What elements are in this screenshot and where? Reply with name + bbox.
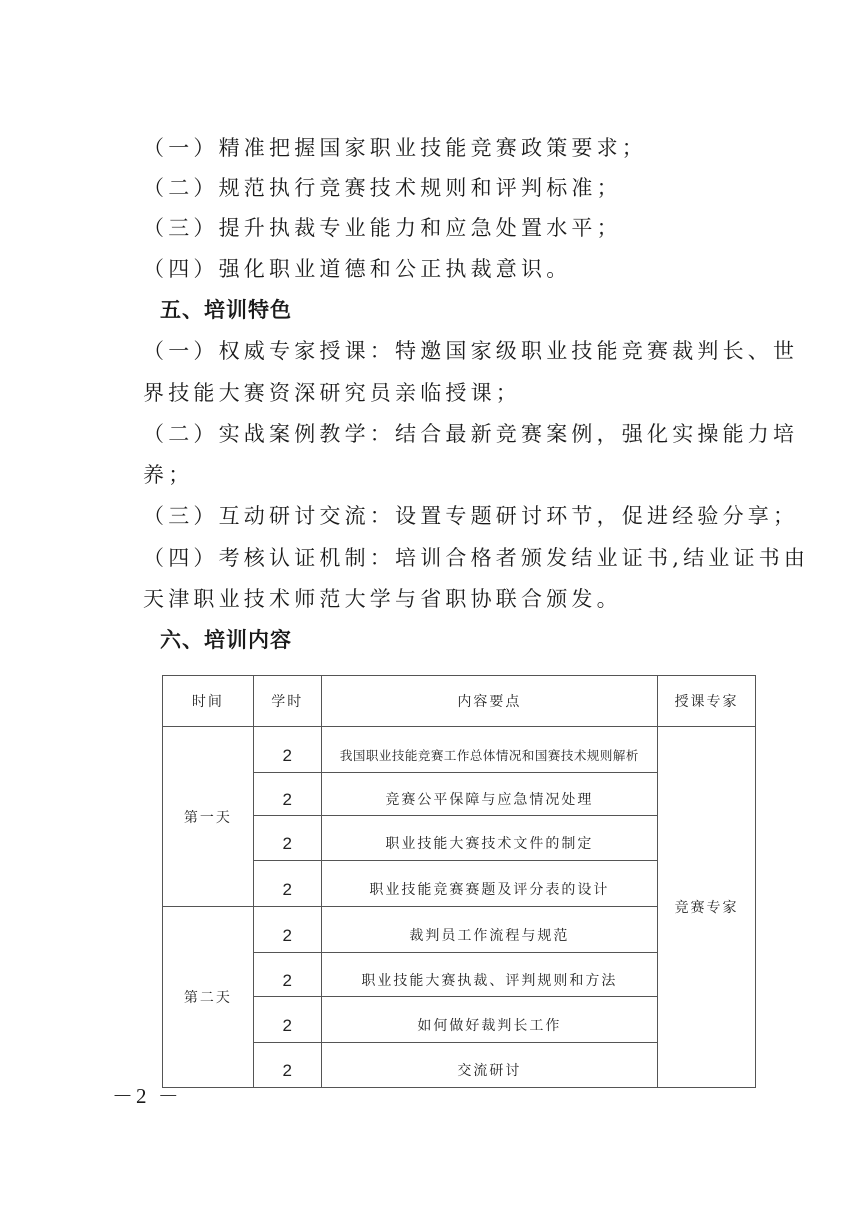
content-cell: 职业技能大赛执裁、评判规则和方法 [321,953,657,997]
content-cell: 我国职业技能竞赛工作总体情况和国赛技术规则解析 [321,727,657,773]
feature-line: （二）实战案例教学：结合最新竞赛案例，强化实操能力培 [143,422,799,446]
table-header-row [163,676,756,727]
header-content: 内容要点 [321,676,657,727]
hours-cell: 2 [253,1043,321,1088]
section6-heading: 六、培训内容 [160,628,292,652]
expert-cell: 竞赛专家 [658,727,756,1088]
objective-item: （一）精准把握国家职业技能竞赛政策要求； [143,136,647,160]
header-expert: 授课专家 [658,676,756,727]
hours-cell: 2 [253,727,321,773]
feature-line: 界技能大赛资深研究员亲临授课； [143,381,521,405]
feature-line: （一）权威专家授课：特邀国家级职业技能竞赛裁判长、世 [143,339,799,363]
content-cell: 交流研讨 [321,1043,657,1088]
hours-cell: 2 [253,861,321,907]
header-hours: 学时 [253,676,321,727]
day-cell: 第二天 [163,907,254,1088]
page-number: －2 － [112,1084,182,1108]
content-cell: 职业技能竞赛赛题及评分表的设计 [321,861,657,907]
content-cell: 竞赛公平保障与应急情况处理 [321,773,657,816]
hours-cell: 2 [253,997,321,1043]
day-cell: 第一天 [163,727,254,907]
table-row [163,727,756,773]
training-schedule-table [162,675,756,1088]
hours-cell: 2 [253,953,321,997]
feature-line: 养； [143,463,194,487]
hours-cell: 2 [253,816,321,861]
hours-cell: 2 [253,773,321,816]
header-time: 时间 [163,676,254,727]
content-cell: 裁判员工作流程与规范 [321,907,657,953]
feature-line: 天津职业技术师范大学与省职协联合颁发。 [143,587,622,611]
content-cell: 职业技能大赛技术文件的制定 [321,816,657,861]
content-cell: 如何做好裁判长工作 [321,997,657,1043]
objective-item: （四）强化职业道德和公正执裁意识。 [143,257,572,281]
section5-heading: 五、培训特色 [160,298,292,322]
objective-item: （二）规范执行竞赛技术规则和评判标准； [143,176,622,200]
feature-line: （四）考核认证机制：培训合格者颁发结业证书,结业证书由 [143,546,810,570]
objective-item: （三）提升执裁专业能力和应急处置水平； [143,216,622,240]
feature-line: （三）互动研讨交流：设置专题研讨环节，促进经验分享； [143,504,799,528]
hours-cell: 2 [253,907,321,953]
